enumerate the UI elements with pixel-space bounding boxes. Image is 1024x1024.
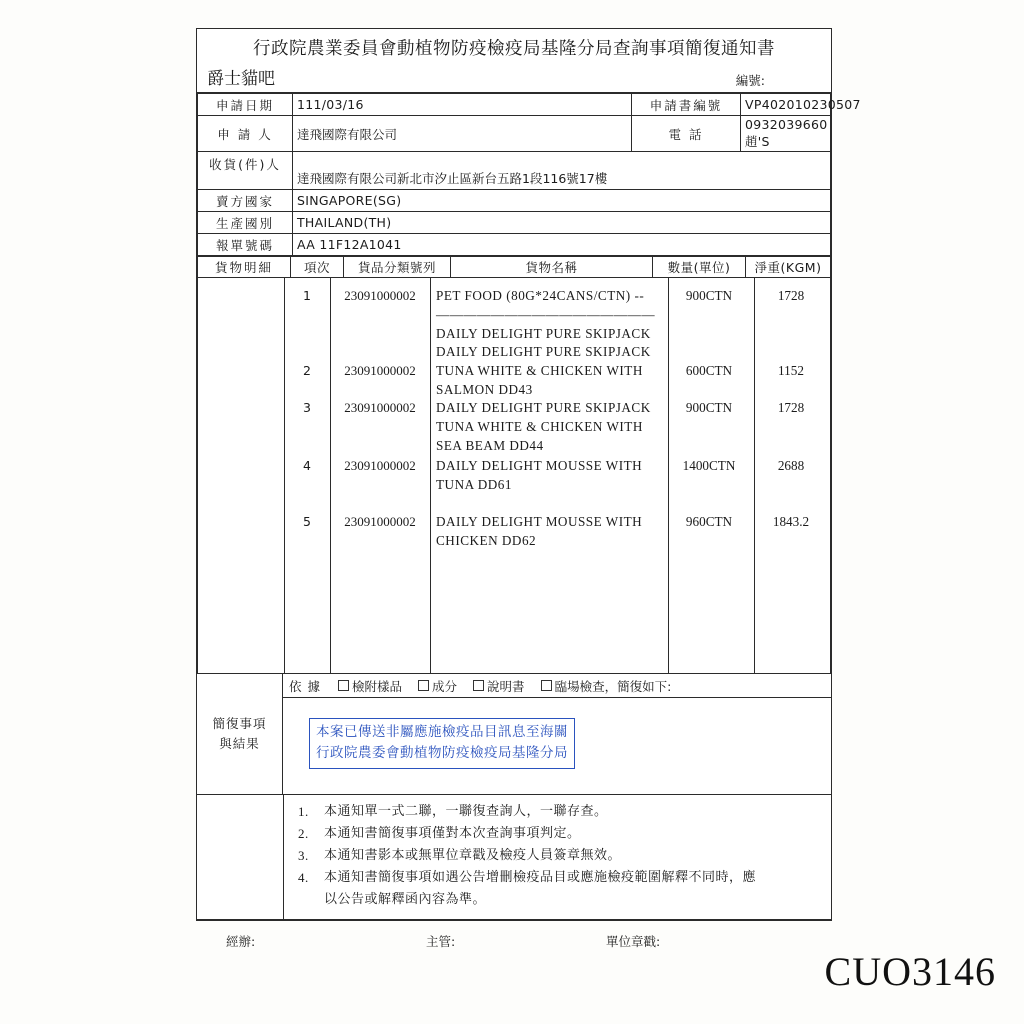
notification-form [196, 28, 861, 921]
goods-col-weight: 淨重(KGM) [746, 257, 831, 278]
page-title: 行政院農業委員會動植物防疫檢疫局基隆分局查詢事項簡復通知書 [253, 39, 775, 59]
official-stamp [309, 718, 575, 769]
phone-value: 0932039660趙'S [741, 116, 831, 152]
goods-row-qty: 960CTN [685, 514, 733, 529]
stamp-area [283, 698, 831, 794]
reply-label-line1: 簡復事項 [212, 716, 267, 731]
table-row [198, 152, 831, 190]
checkbox-label-manual: 說明書 [487, 678, 525, 694]
footer-unit-stamp: 單位章戳: [606, 934, 661, 949]
goods-row-qty: 900CTN [685, 400, 733, 415]
goods-row-name: DAILY DELIGHT PURE SKIPJACK TUNA WHITE & CHICKEN WITH SALMON DD43 [436, 344, 651, 397]
subtitle-row [197, 62, 831, 93]
goods-col-index: 項次 [291, 257, 344, 278]
reply-label-line2: 與結果 [219, 736, 260, 751]
checkbox-box-ingredient[interactable] [418, 680, 429, 691]
checkbox-onsite[interactable] [541, 677, 672, 695]
checkbox-sample[interactable] [338, 677, 402, 695]
checkbox-box-manual[interactable] [473, 680, 484, 691]
declaration-no-value: AA 11F12A1041 [293, 234, 831, 256]
goods-row-index: 5 [303, 514, 311, 529]
note-number: 2. [298, 826, 309, 841]
goods-row-weight: 1728 [777, 400, 805, 415]
goods-row-qty: 900CTN [685, 288, 733, 303]
goods-row-name: DAILY DELIGHT MOUSSE WITH TUNA DD61 [436, 458, 643, 492]
note-text: 本通知單一式二聯，一聯復查詢人，一聯存查。 [324, 804, 608, 819]
goods-row-index: 2 [303, 363, 311, 378]
phone-label: 電 話 [632, 116, 741, 152]
consignee-label: 收貨(件)人 [198, 152, 293, 190]
note-item [298, 823, 821, 845]
header-fields-table [197, 93, 861, 256]
note-item [298, 801, 821, 823]
goods-row-index: 3 [303, 400, 311, 415]
goods-row [284, 342, 830, 399]
goods-row [284, 286, 830, 343]
notes-section [197, 795, 831, 920]
applicant-value: 達飛國際有限公司 [293, 116, 632, 152]
goods-row [284, 512, 830, 550]
goods-header-row [198, 257, 831, 278]
goods-section-label: 貨物明細 [198, 257, 291, 278]
reply-section-label [197, 674, 283, 794]
goods-row [284, 456, 830, 494]
form-footer [196, 932, 832, 950]
apply-date-value: 111/03/16 [293, 94, 632, 116]
goods-row-qty: 1400CTN [682, 458, 736, 473]
goods-row-name: PET FOOD (80G*24CANS/CTN) -- ———————————————— DAILY DELIGHT PURE SKIPJACK [436, 288, 655, 341]
checkbox-box-sample[interactable] [338, 680, 349, 691]
table-row [198, 234, 831, 256]
footer-handler: 經辦: [226, 934, 256, 949]
notes-label-cell [197, 795, 284, 919]
seller-country-value: SINGAPORE(SG) [293, 190, 831, 212]
table-row [198, 94, 831, 116]
serial-label: 編號: [735, 73, 765, 88]
stamp-line-1: 本案已傳送非屬應施檢疫品目訊息至海關 [316, 724, 568, 740]
note-number: 3. [298, 848, 309, 863]
origin-country-label: 生產國別 [198, 212, 293, 234]
goods-row-index: 4 [303, 458, 311, 473]
footer-supervisor: 主管: [426, 934, 456, 949]
barcode-identifier: CUO3146 [824, 949, 996, 994]
origin-country-value: THAILAND(TH) [293, 212, 831, 234]
table-row [198, 212, 831, 234]
goods-header-table [197, 256, 831, 278]
stamp-line-2: 行政院農委會動植物防疫檢疫局基隆分局 [316, 745, 568, 761]
goods-row-weight: 1843.2 [772, 514, 810, 529]
company-name: 爵士貓吧 [207, 69, 275, 89]
basis-label: 依據 [289, 678, 327, 694]
goods-body [197, 278, 831, 674]
notes-list [284, 795, 831, 919]
note-text-continued: 以公告或解釋函內容為準。 [324, 892, 487, 907]
table-row [198, 116, 831, 152]
table-row [198, 190, 831, 212]
goods-row [284, 398, 830, 455]
apply-no-label: 申請書編號 [632, 94, 741, 116]
seller-country-label: 賣方國家 [198, 190, 293, 212]
reply-section [197, 674, 831, 795]
goods-col-name: 貨物名稱 [451, 257, 653, 278]
goods-row-code: 23091000002 [344, 288, 416, 303]
checkbox-box-onsite[interactable] [541, 680, 552, 691]
goods-row-code: 23091000002 [344, 400, 416, 415]
note-item [298, 867, 821, 911]
basis-row [283, 674, 831, 698]
note-text: 本通知書簡復事項如遇公告增刪檢疫品目或應施檢疫範圍解釋不同時，應 以公告或解釋函內容為準。 [324, 867, 821, 911]
checkbox-label-ingredient: 成分 [432, 678, 458, 694]
note-number: 1. [298, 804, 309, 819]
goods-row-code: 23091000002 [344, 514, 416, 529]
consignee-value: 達飛國際有限公司新北市汐止區新台五路1段116號17樓 [293, 152, 831, 190]
checkbox-manual[interactable] [473, 677, 525, 695]
goods-row-weight: 2688 [777, 458, 805, 473]
goods-row-code: 23091000002 [344, 363, 416, 378]
checkbox-ingredient[interactable] [418, 677, 457, 695]
goods-row-weight: 1728 [777, 288, 805, 303]
goods-row-weight: 1152 [778, 363, 804, 378]
goods-row-code: 23091000002 [344, 458, 416, 473]
checkbox-label-sample: 檢附樣品 [352, 678, 403, 694]
note-text: 本通知書影本或無單位章戳及檢疫人員簽章無效。 [324, 848, 622, 863]
goods-row-qty: 600CTN [685, 363, 733, 378]
note-text: 本通知書簡復事項僅對本次查詢事項判定。 [324, 826, 581, 841]
applicant-label: 申 請 人 [198, 116, 293, 152]
declaration-no-label: 報單號碼 [198, 234, 293, 256]
goods-col-qty: 數量(單位) [653, 257, 746, 278]
goods-row-index: 1 [303, 288, 311, 303]
apply-date-label: 申請日期 [198, 94, 293, 116]
note-number: 4. [298, 870, 309, 885]
goods-row-name: DAILY DELIGHT PURE SKIPJACK TUNA WHITE & CHICKEN WITH SEA BEAM DD44 [436, 400, 651, 453]
checkbox-label-onsite: 臨場檢查，簡復如下: [554, 678, 672, 694]
goods-col-code: 貨品分類號列 [344, 257, 451, 278]
note-item [298, 845, 821, 867]
goods-row-name: DAILY DELIGHT MOUSSE WITH CHICKEN DD62 [436, 514, 643, 548]
apply-no-value: VP402010230507 [741, 94, 831, 116]
